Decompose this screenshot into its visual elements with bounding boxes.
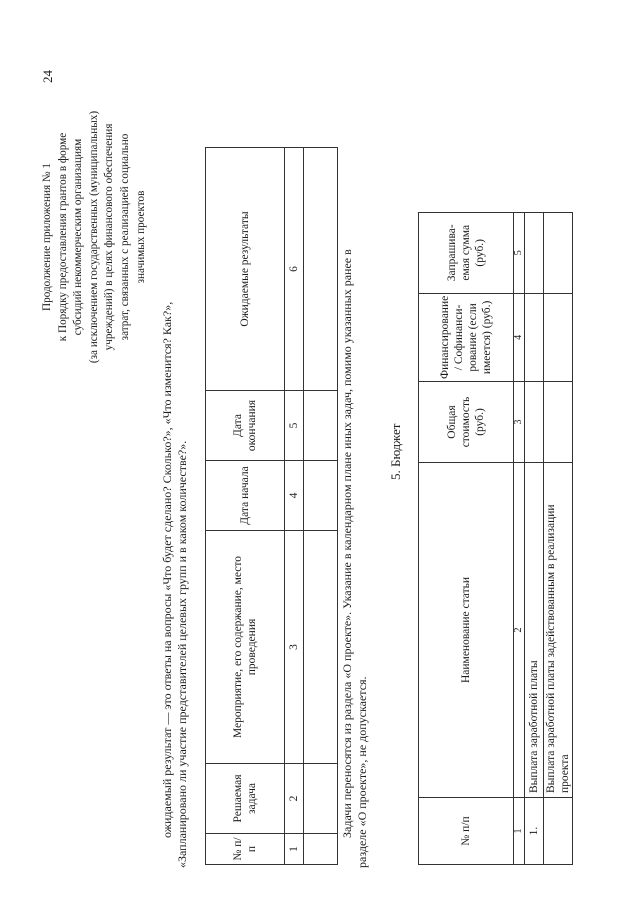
column-number: 2 bbox=[514, 463, 525, 798]
table-cell bbox=[304, 461, 338, 531]
events-table bbox=[205, 147, 338, 865]
page-number: 24 bbox=[40, 70, 55, 83]
paragraph-line: ожидаемый результат — это ответы на вопросы «Что будет сделано? Сколько?», «Что изменится? Как?», bbox=[160, 301, 174, 838]
budget-table bbox=[418, 212, 573, 865]
col-header-item-name: Наименование статьи bbox=[419, 463, 514, 798]
row-number: 1. bbox=[525, 798, 544, 865]
table-cell bbox=[525, 293, 544, 381]
table-cell bbox=[525, 212, 544, 293]
col-header-num: № п/п bbox=[419, 798, 514, 865]
col-header-results: Ожидаемые результаты bbox=[206, 148, 285, 391]
column-number: 1 bbox=[285, 834, 304, 865]
column-number: 3 bbox=[285, 531, 304, 764]
table-cell bbox=[544, 293, 573, 381]
table-cell bbox=[544, 382, 573, 463]
table-cell bbox=[525, 382, 544, 463]
appendix-line: Продолжение приложения № 1 bbox=[41, 163, 53, 311]
table-cell bbox=[304, 148, 338, 391]
column-number: 6 bbox=[285, 148, 304, 391]
appendix-line: затрат, связанных с реализацией социально bbox=[118, 133, 131, 341]
col-header-num: № п/п bbox=[206, 834, 285, 865]
appendix-line: (за исключением государственных (муниципальных) bbox=[87, 110, 100, 364]
column-number: 5 bbox=[285, 391, 304, 461]
paragraph-line: «Запланировано ли участие представителей целевых групп и в каком количестве?». bbox=[175, 440, 189, 868]
appendix-line: значимых проектов bbox=[134, 190, 147, 284]
appendix-line: учреждений) в целях финансового обеспечения bbox=[103, 123, 116, 351]
table-header-row bbox=[419, 212, 514, 864]
budget-item-name: Выплата заработной платы bbox=[525, 463, 544, 798]
row-number bbox=[544, 798, 573, 865]
col-header-end-date: Дата окончания bbox=[206, 391, 285, 461]
col-header-start-date: Дата начала bbox=[206, 461, 285, 531]
col-header-task: Решаемая задача bbox=[206, 764, 285, 834]
appendix-line: субсидий некоммерческим организациям bbox=[72, 138, 85, 336]
table-row bbox=[304, 148, 338, 865]
table-row bbox=[525, 212, 544, 864]
table-row bbox=[544, 212, 573, 864]
column-number: 4 bbox=[285, 461, 304, 531]
column-number: 2 bbox=[285, 764, 304, 834]
paragraph-line: разделе «О проекте», не допускается. bbox=[355, 676, 369, 868]
table-row bbox=[514, 212, 525, 864]
column-number: 1 bbox=[514, 798, 525, 865]
table-cell bbox=[304, 764, 338, 834]
col-header-total-cost: Общая стоимость (руб.) bbox=[419, 382, 514, 463]
table-cell bbox=[304, 391, 338, 461]
column-number: 3 bbox=[514, 382, 525, 463]
paragraph-line: Задачи переносятся из раздела «О проекте». Указание в календарном плане иных задач, помимо указанных ранее в bbox=[340, 249, 354, 838]
column-number: 4 bbox=[514, 293, 525, 381]
appendix-line: к Порядку предоставления грантов в форме bbox=[56, 132, 69, 342]
col-header-cofinancing: Финансирование / Софинанси-рование (если имеется) (руб.) bbox=[419, 293, 514, 381]
budget-heading: 5. Бюджет bbox=[388, 423, 403, 480]
expected-results-paragraph bbox=[160, 128, 190, 868]
tasks-paragraph bbox=[340, 128, 370, 868]
column-number: 5 bbox=[514, 212, 525, 293]
table-cell bbox=[304, 834, 338, 865]
table-row bbox=[285, 148, 304, 865]
appendix-header bbox=[40, 47, 149, 427]
table-header-row bbox=[206, 148, 285, 865]
table-cell bbox=[544, 212, 573, 293]
budget-item-name: Выплата заработной платы задействованным в реализации проекта bbox=[544, 463, 573, 798]
col-header-event: Мероприятие, его содержание, место проведения bbox=[206, 531, 285, 764]
col-header-requested: Запрашива-емая сумма (руб.) bbox=[419, 212, 514, 293]
table-cell bbox=[304, 531, 338, 764]
